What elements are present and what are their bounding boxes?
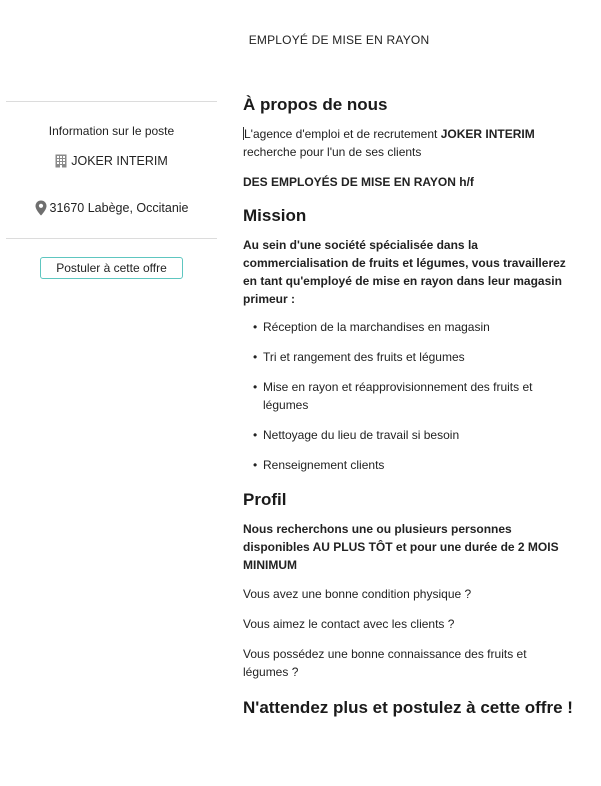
map-pin-icon	[35, 200, 47, 216]
list-item: • Tri et rangement des fruits et légumes	[253, 348, 553, 366]
company-name: JOKER INTERIM	[71, 154, 168, 168]
list-item: • Renseignement clients	[253, 456, 553, 474]
list-item: • Réception de la marchandises en magasin	[253, 318, 553, 336]
about-intro-after: recherche pour l'un de ses clients	[243, 145, 422, 159]
job-info-sidebar	[6, 0, 217, 786]
position-line: DES EMPLOYÉS DE MISE EN RAYON h/f	[243, 175, 474, 189]
cta-heading: N'attendez plus et postulez à cette offre !	[243, 698, 573, 717]
job-location: 31670 Labège, Occitanie	[49, 201, 189, 215]
profile-question: Vous avez une bonne condition physique ?	[243, 587, 472, 601]
list-item: • Mise en rayon et réapprovisionnement des fruits et légumes	[253, 378, 553, 414]
about-intro	[243, 125, 573, 161]
building-icon	[55, 154, 67, 168]
company-row	[6, 154, 217, 168]
apply-button[interactable]: Postuler à cette offre	[40, 257, 183, 279]
job-info-heading: Information sur le poste	[48, 124, 175, 138]
profile-intro: Nous recherchons une ou plusieurs personnes disponibles AU PLUS TÔT et pour une durée de 2 MOIS MINIMUM	[243, 522, 559, 572]
profile-question: Vous aimez le contact avec les clients ?	[243, 617, 455, 631]
about-intro-before: L'agence d'emploi et de recrutement	[244, 127, 441, 141]
sidebar-divider-top	[6, 101, 217, 102]
job-title: EMPLOYÉ DE MISE EN RAYON	[248, 33, 430, 47]
mission-heading: Mission	[243, 206, 307, 225]
about-heading: À propos de nous	[243, 95, 388, 114]
profile-heading: Profil	[243, 490, 287, 509]
mission-intro: Au sein d'une société spécialisée dans la commercialisation de fruits et légumes, vous travaillerez en tant qu'employé de mise en rayon dans leur magasin primeur :	[243, 238, 566, 306]
list-item: • Nettoyage du lieu de travail si besoin	[253, 426, 553, 444]
sidebar-divider-bottom	[6, 238, 217, 239]
location-row	[6, 200, 217, 216]
about-intro-company: JOKER INTERIM	[440, 127, 535, 141]
profile-question: Vous possédez une bonne connaissance des fruits et légumes ?	[243, 647, 527, 679]
